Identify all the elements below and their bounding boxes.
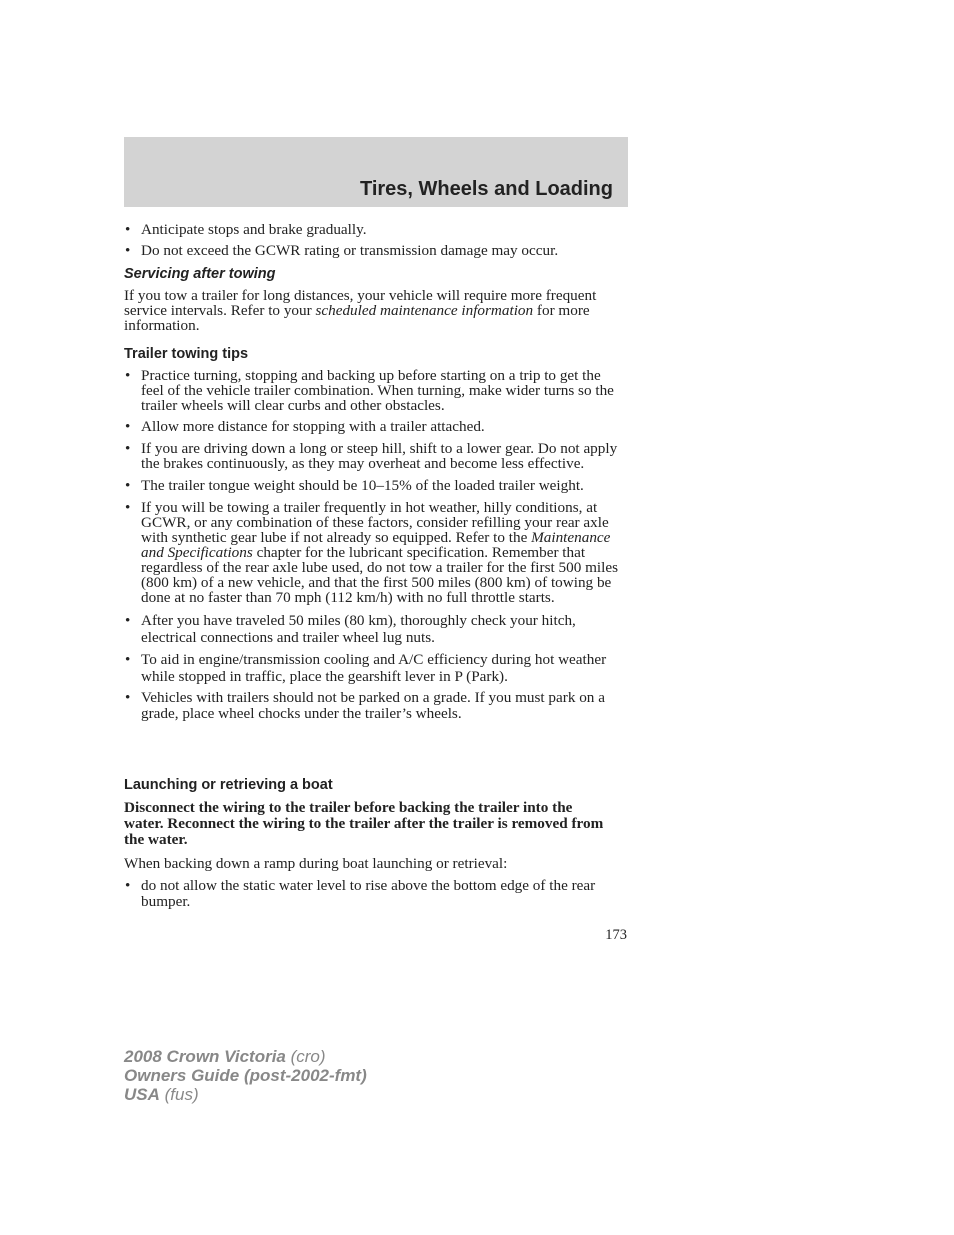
intro-list xyxy=(124,222,624,258)
section-title: Tires, Wheels and Loading xyxy=(359,178,613,200)
tips-heading: Trailer towing tips xyxy=(124,346,249,362)
chapter-reference: Maintenance and Specifications xyxy=(141,529,611,561)
text: If you tow a trailer for long distances, your vehicle will require more frequent service intervals. Refer to your xyxy=(124,287,597,319)
page-number: 173 xyxy=(605,927,627,943)
servicing-heading: Servicing after towing xyxy=(124,266,276,282)
list-item: • do not allow the static water level to rise above the bottom edge of the rear bumper. xyxy=(124,878,609,910)
tips-list xyxy=(124,368,624,722)
boat-heading: Launching or retrieving a boat xyxy=(124,777,333,793)
text: If you will be towing a trailer frequently in hot weather, hilly conditions, at GCWR, or any combination of these factors, consider refilling your rear axle with synthetic gear lube if not already so equipped. Refer to the xyxy=(141,499,609,546)
list-item: • The trailer tongue weight should be 10–15% of the loaded trailer weight. xyxy=(124,478,606,493)
list-item xyxy=(124,500,624,605)
boat-list xyxy=(124,878,609,910)
text: chapter for the lubricant specification. Remember that regardless of the rear axle lube used, do not tow a trailer for the first 500 miles (800 km) of a new vehicle, and that the first 500 miles (800 km) of towing be done at no faster than 70 mph (112 km/h) with no full throttle starts. xyxy=(141,544,618,606)
model-code: (cro) xyxy=(290,1047,326,1066)
list-item: • After you have traveled 50 miles (80 km), thoroughly check your hitch, electrical connections and trailer wheel lug nuts. xyxy=(124,612,611,646)
boat-paragraph: When backing down a ramp during boat launching or retrieval: xyxy=(124,855,508,872)
section-header xyxy=(124,137,628,207)
text: for more information. xyxy=(124,302,590,334)
list-item: • Allow more distance for stopping with a trailer attached. xyxy=(124,419,624,434)
list-item: • Anticipate stops and brake gradually. xyxy=(124,222,624,237)
guide-name: Owners Guide (post-2002-fmt) xyxy=(124,1066,367,1085)
servicing-paragraph xyxy=(124,288,599,333)
market-code: (fus) xyxy=(164,1085,199,1104)
footer xyxy=(124,1047,367,1104)
market: USA xyxy=(124,1085,160,1104)
model: 2008 Crown Victoria xyxy=(124,1047,286,1066)
boat-warning: Disconnect the wiring to the trailer before backing the trailer into the water. Reconnect the wiring to the trailer after the trailer is removed from the water. xyxy=(124,799,604,848)
list-item: • Do not exceed the GCWR rating or transmission damage may occur. xyxy=(124,243,624,258)
maintenance-reference: scheduled maintenance information xyxy=(315,302,534,319)
list-item: • If you are driving down a long or steep hill, shift to a lower gear. Do not apply the brakes continuously, as they may overheat and become less effective. xyxy=(124,441,619,471)
list-item: • Practice turning, stopping and backing up before starting on a trip to get the feel of the vehicle trailer combination. When turning, make wider turns so the trailer wheels will clear curbs and other obstacles. xyxy=(124,368,624,413)
list-item: • Vehicles with trailers should not be parked on a grade. If you must park on a grade, place wheel chocks under the trailer’s wheels. xyxy=(124,690,621,722)
list-item: • To aid in engine/transmission cooling and A/C efficiency during hot weather while stopped in traffic, place the gearshift lever in P (Park). xyxy=(124,651,624,685)
